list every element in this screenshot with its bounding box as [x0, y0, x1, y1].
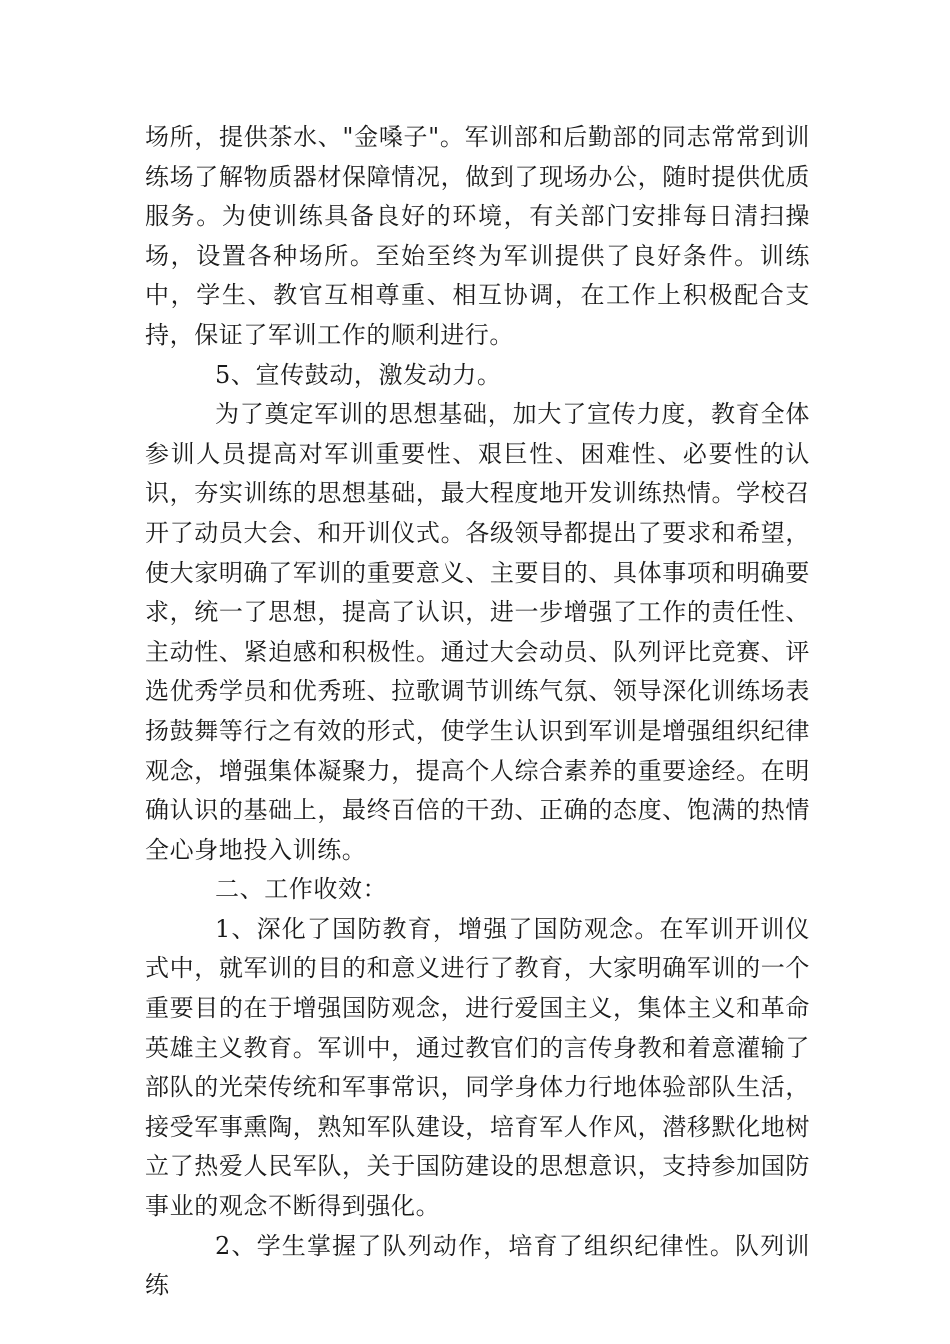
paragraph-drill-training: 2、学生掌握了队列动作，培育了组织纪律性。队列训练 — [145, 1231, 810, 1300]
paragraph-national-defense: 1、深化了国防教育，增强了国防观念。在军训开训仪式中，就军训的目的和意义进行了教育，大家明确军训的一个重要目的在于增强国防观念，进行爱国主义，集体主义和革命英雄主义教育。军训中，通过教官们的言传身教和着意灌输了部队的光荣传统和军事常识，同学身体力行地体验部队生活，接受军事熏陶，熟知军队建设，培育军人作风，潜移默化地树立了热爱人民军队，关于国防建设的思想意识，支持参加国防事业的观念不断得到强化。 — [145, 914, 810, 1221]
paragraph-publicity-body: 为了奠定军训的思想基础，加大了宣传力度，教育全体参训人员提高对军训重要性、艰巨性、困难性、必要性的认识，夯实训练的思想基础，最大程度地开发训练热情。学校召开了动员大会、和开训仪式。各级领导都提出了要求和希望，使大家明确了军训的重要意义、主要目的、具体事项和明确要求，统一了思想，提高了认识，进一步增强了工作的责任性、主动性、紧迫感和积极性。通过大会动员、队列评比竞赛、评选优秀学员和优秀班、拉歌调节训练气氛、领导深化训练场表扬鼓舞等行之有效的形式，使学生认识到军训是增强组织纪律观念，增强集体凝聚力，提高个人综合素养的重要途经。在明确认识的基础上，最终百倍的干劲、正确的态度、饱满的热情全心身地投入训练。 — [145, 400, 810, 864]
paragraph-continuation: 场所，提供茶水、"金嗓子"。军训部和后勤部的同志常常到训练场了解物质器材保障情况，做到了现场办公，随时提供优质服务。为使训练具备良好的环境，有关部门安排每日清扫操场，设置各种场所。至始至终为军训提供了良好条件。训练中，学生、教官互相尊重、相互协调，在工作上积极配合支持，保证了军训工作的顺利进行。 — [145, 123, 810, 349]
section-heading-results: 二、工作收效： — [215, 875, 388, 904]
document-page — [145, 118, 810, 1306]
paragraph-heading-publicity: 5、宣传鼓动，激发动力。 — [215, 360, 502, 389]
